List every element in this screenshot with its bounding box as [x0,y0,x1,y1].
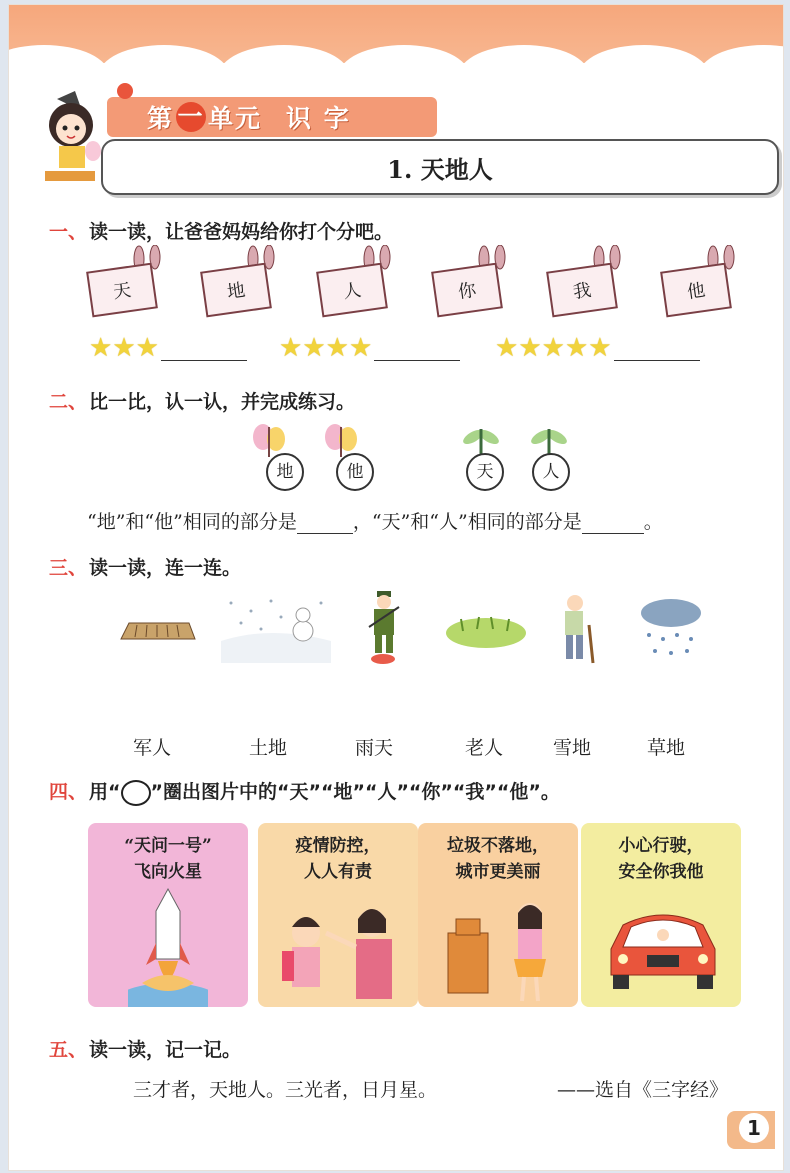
section-5-heading [49,1035,241,1062]
star-icon: ★ [541,333,565,363]
character-card-label: 他 [685,279,707,304]
score-blank[interactable] [614,340,700,361]
score-blank[interactable] [161,340,247,361]
character-card[interactable] [200,263,272,318]
sentence-end: 。 [643,511,663,533]
character-card[interactable] [316,263,388,318]
star-icon: ★ [325,333,349,363]
unit-suffix: 单元 [208,104,263,133]
star-icon: ★ [302,333,326,363]
rain-picture[interactable] [635,595,707,663]
old-man-picture[interactable] [555,591,601,667]
star-icon: ★ [89,333,113,363]
star-rating-3 [89,335,247,361]
panel-1-line-2: 飞向火星 [134,862,202,882]
section-3-heading [49,553,241,580]
answer-blank-2[interactable] [582,511,644,534]
circle-char-ta: 他 [336,453,374,491]
word-old-man[interactable]: 老人 [465,737,504,759]
panel-epidemic[interactable] [258,823,418,1007]
character-card-label: 地 [225,279,247,304]
car-illustration [603,905,723,991]
section-1-heading [49,217,393,244]
section-5-number: 五、 [49,1039,88,1061]
section-4-heading [49,777,560,806]
section-3-title: 读一读，连一连。 [89,557,242,579]
lesson-title-box [101,139,779,195]
star-rating-5 [495,335,700,361]
sentence-part-b: ，“天”和“人”相同的部分是 [352,511,582,533]
star-icon: ★ [279,333,303,363]
panel-driving[interactable] [581,823,741,1007]
character-card-label: 你 [456,279,478,304]
page-number-tab [727,1111,775,1149]
star-icon: ★ [135,333,159,363]
word-land[interactable]: 土地 [249,737,288,759]
unit-topic: 识 字 [286,104,351,133]
panel-4-line-1: 小心行驶， [618,836,704,856]
star-icon: ★ [112,333,136,363]
unit-prefix: 第 [147,104,175,133]
section-2-title: 比一比，认一认，并完成练习。 [89,391,356,413]
star-icon: ★ [348,333,373,363]
unit-banner [107,97,437,137]
section-3-number: 三、 [49,557,88,579]
grass-picture[interactable] [443,611,529,651]
girl-mascot-illustration [37,91,107,191]
star-icon: ★ [518,333,542,363]
section-4-title-post: ”圈出图片中的“天”“地”“人”“你”“我”“他”。 [150,781,560,803]
character-card[interactable] [431,263,503,318]
panel-4-line-2: 安全你我他 [618,862,704,882]
panel-1-line-1: “天问一号” [124,836,212,856]
panel-2-line-2: 人人有责 [304,862,372,882]
section-4-title-pre: 用“ [89,781,121,803]
circle-char-tian: 天 [466,453,504,491]
soldier-picture[interactable] [361,587,405,667]
word-grassland[interactable]: 草地 [647,737,686,759]
workbook-page [8,4,784,1171]
character-card-label: 人 [341,279,363,304]
snow-picture[interactable] [221,593,331,663]
unit-number: 一 [177,102,205,131]
circle-symbol-icon [121,780,151,806]
panel-3-line-2: 城市更美丽 [455,862,541,882]
word-soldier[interactable]: 军人 [133,737,172,759]
pushpin-icon [117,83,133,99]
section-5-title: 读一读，记一记。 [89,1039,242,1061]
character-card-label: 我 [571,279,593,304]
section-1-title: 读一读，让爸爸妈妈给你打个分吧。 [89,221,394,243]
section-4-number: 四、 [49,781,88,803]
score-blank[interactable] [374,340,460,361]
trash-can-illustration [438,893,568,1005]
verse-source: ——选自《三字经》 [557,1079,729,1101]
star-rating-4 [279,335,460,361]
rocket-icon [128,887,208,1007]
panel-3-line-1: 垃圾不落地， [447,836,549,856]
character-card[interactable] [86,263,158,318]
panel-litter[interactable] [418,823,578,1007]
lesson-title: 1. 天地人 [387,154,493,184]
temperature-check-illustration [272,893,406,1003]
section-2-sentence [87,507,663,534]
star-icon: ★ [564,333,589,363]
character-card[interactable] [546,263,618,318]
circle-char-ren: 人 [532,453,570,491]
answer-blank-1[interactable] [297,511,353,534]
page-number: 1 [739,1113,769,1143]
word-snowfield[interactable]: 雪地 [553,737,592,759]
verse-text: 三才者，天地人。三光者，日月星。 [133,1079,438,1101]
character-card[interactable] [660,263,732,318]
field-picture[interactable] [117,617,197,647]
star-icon: ★ [588,333,612,363]
section-2-number: 二、 [49,391,88,413]
section-1-number: 一、 [49,221,88,243]
star-icon: ★ [495,333,519,363]
sentence-part-a: “地”和“他”相同的部分是 [87,511,297,533]
panel-rocket[interactable] [88,823,248,1007]
word-rainy-day[interactable]: 雨天 [355,737,394,759]
section-2-heading [49,387,355,414]
character-card-label: 天 [111,279,133,304]
panel-2-line-1: 疫情防控， [295,836,381,856]
circle-char-di: 地 [266,453,304,491]
